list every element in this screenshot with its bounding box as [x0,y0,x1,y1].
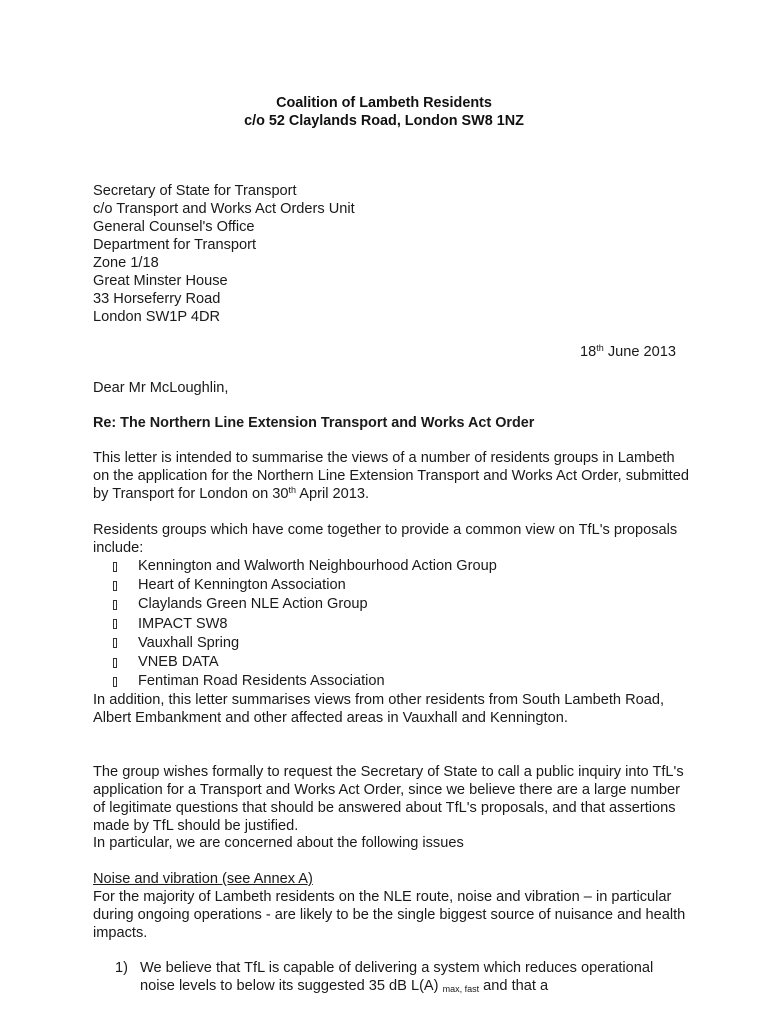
recipient-line: Department for Transport [93,237,257,253]
list-item [113,595,497,614]
recipient-line: General Counsel's Office [93,219,255,235]
date-ordinal: th [596,343,604,353]
list-item [113,576,497,595]
request-paragraph: The group wishes formally to request the Secretary of State to call a public inquiry into TfL's application for a Transport and Works Act Order, since we believe there are a large number of legitimate questions that should be answered about TfL's proposals, and that assertions made by TfL should be justified. [93,764,684,834]
list-item [113,615,497,634]
list-item [113,557,497,576]
section-heading: Noise and vibration (see Annex A) [93,871,313,887]
addition-paragraph: In addition, this letter summarises views from other residents from South Lambeth Road, Albert Embankment and other affected areas in Vauxhall and Kennington. [93,692,665,726]
bullet-icon [113,600,117,610]
subject-line: Re: The Northern Line Extension Transport and Works Act Order [93,415,535,431]
point-text-end: and that a [479,978,549,994]
date-day: 18 [580,344,597,360]
recipient-line: London SW1P 4DR [93,309,221,325]
list-item [113,634,497,653]
point-subscript: max, fast [442,984,480,994]
point-text-main: We believe that TfL is capable of delivering a system which reduces operational noise levels to below its suggested 35 dB L(A) [140,960,654,994]
point-number: 1) [115,960,128,976]
salutation: Dear Mr McLoughlin, [93,380,229,396]
bullet-icon [113,658,117,668]
groups-intro-paragraph: Residents groups which have come together to provide a common view on TfL's proposals include: [93,522,678,556]
residents-groups-list [113,557,497,691]
intro-paragraph [93,449,693,503]
recipient-line: 33 Horseferry Road [93,291,221,307]
intro-ordinal: th [288,485,297,495]
group-name: Kennington and Walworth Neighbourhood Action Group [138,558,497,574]
intro-text-end: April 2013. [296,486,370,502]
group-name: Vauxhall Spring [138,634,240,651]
bullet-icon [113,677,117,687]
recipient-line: Secretary of State for Transport [93,183,297,199]
organisation-name: Coalition of Lambeth Residents [276,95,492,111]
bullet-icon [113,619,117,629]
list-item [113,672,497,691]
date-rest: June 2013 [603,344,676,360]
particular-paragraph: In particular, we are concerned about the following issues [93,835,464,851]
numbered-point [115,959,685,995]
list-item [113,653,497,672]
organisation-address: c/o 52 Claylands Road, London SW8 1NZ [244,113,524,129]
group-name: IMPACT SW8 [138,615,228,632]
recipient-line: Great Minster House [93,273,228,289]
recipient-line: Zone 1/18 [93,255,159,271]
bullet-icon [113,638,117,648]
recipient-line: c/o Transport and Works Act Orders Unit [93,201,355,217]
group-name: Fentiman Road Residents Association [138,673,385,690]
letterhead [0,94,768,130]
letter-date [580,343,676,361]
group-name: VNEB DATA [138,654,219,671]
point-text [140,959,685,995]
bullet-icon [113,562,117,572]
recipient-address [93,182,693,326]
intro-text: This letter is intended to summarise the views of a number of residents groups in Lambeth on the application for the Northern Line Extension Transport and Works Act Order, submitted by Transport for London on 30 [93,450,689,502]
group-name: Heart of Kennington Association [138,577,346,594]
section-body: For the majority of Lambeth residents on the NLE route, noise and vibration – in particular during ongoing operations - are likely to be the single biggest source of nuisance and health impacts. [93,889,686,941]
group-name: Claylands Green NLE Action Group [138,596,368,613]
bullet-icon [113,581,117,591]
